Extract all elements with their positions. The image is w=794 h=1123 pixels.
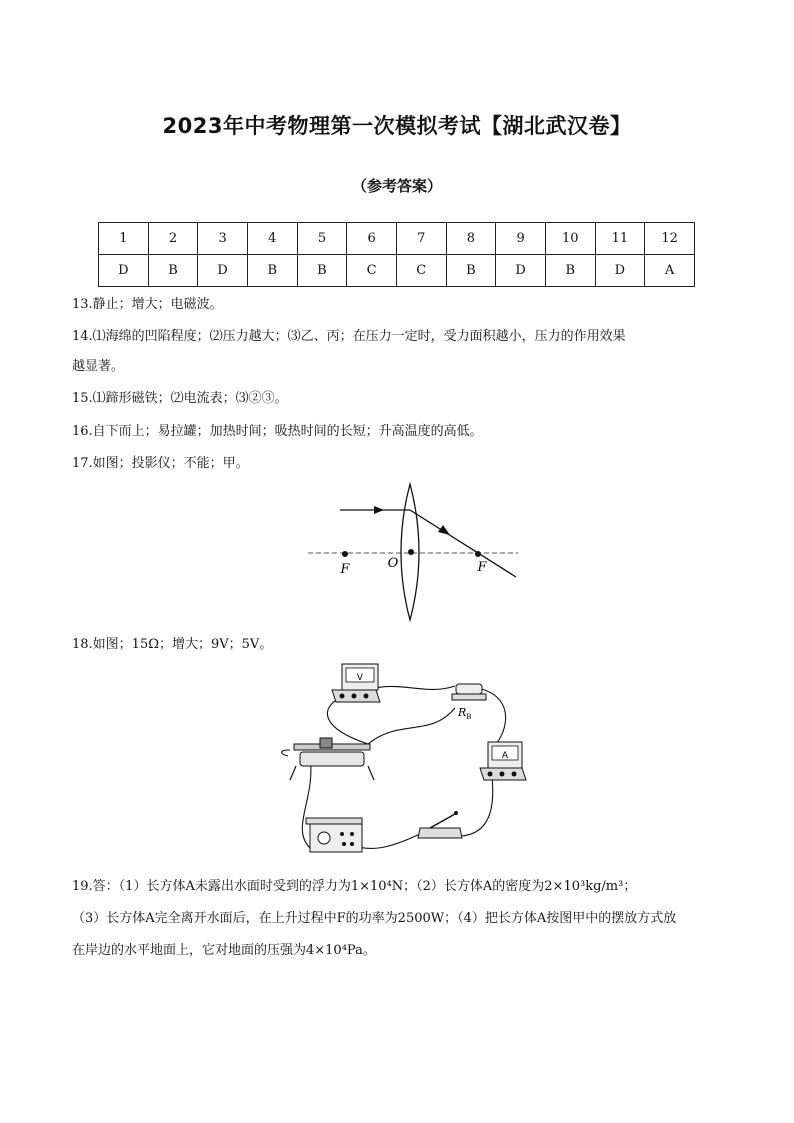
voltmeter <box>332 664 380 702</box>
label-f-right: F <box>477 560 487 575</box>
answer-13: 13.静止；增大；电磁波。 <box>72 297 223 312</box>
table-cell: 10 <box>545 223 595 255</box>
table-row-numbers <box>99 223 695 255</box>
label-o: O <box>387 556 399 571</box>
power-supply <box>306 818 362 852</box>
ammeter-label: A <box>501 751 509 761</box>
circuit-diagram <box>280 658 530 866</box>
table-cell: 6 <box>347 223 397 255</box>
ammeter <box>480 742 526 780</box>
answer-17: 17.如图；投影仪；不能；甲。 <box>72 456 249 471</box>
sliding-rheostat <box>290 738 374 780</box>
answer-19-line2: （3）长方体A完全离开水面后，在上升过程中F的功率为2500W；（4）把长方体A按图甲中的摆放方式放 <box>72 911 677 926</box>
table-cell: D <box>496 255 546 287</box>
page-title: 2023年中考物理第一次模拟考试【湖北武汉卷】 <box>162 114 632 138</box>
table-cell: 3 <box>198 223 248 255</box>
refracted-ray-arrow <box>438 525 450 535</box>
focal-point-left <box>342 551 348 557</box>
table-cell: B <box>297 255 347 287</box>
table-cell: 4 <box>247 223 297 255</box>
wire <box>368 708 455 744</box>
wire <box>282 750 291 756</box>
table-cell: D <box>99 255 149 287</box>
table-cell: 11 <box>595 223 645 255</box>
table-cell: 1 <box>99 223 149 255</box>
table-cell: 7 <box>396 223 446 255</box>
lens-diagram <box>300 478 530 626</box>
voltmeter-label: V <box>356 673 364 683</box>
answer-14-line1: 14.⑴海绵的凹陷程度；⑵压力越大；⑶乙、丙；在压力一定时，受力面积越小，压力的作用效果 <box>72 329 626 344</box>
resistor-label: $R_B$ <box>458 706 472 721</box>
table-cell: 5 <box>297 223 347 255</box>
switch <box>418 811 462 838</box>
table-row-answers <box>99 255 695 287</box>
answer-14-line2: 越显著。 <box>72 359 125 374</box>
answer-19-line1: 19.答：（1）长方体A未露出水面时受到的浮力为1×10⁴N；（2）长方体A的密度为2×10³kg/m³； <box>72 879 637 894</box>
incident-ray-arrow <box>374 506 384 514</box>
table-cell: D <box>595 255 645 287</box>
refracted-ray <box>410 510 516 577</box>
resistor <box>452 684 486 721</box>
wire <box>327 698 368 744</box>
optical-center <box>408 549 414 555</box>
answer-16: 16.自下而上；易拉罐；加热时间；吸热时间的长短；升高温度的高低。 <box>72 424 483 439</box>
table-cell: C <box>347 255 397 287</box>
table-cell: B <box>446 255 496 287</box>
focal-point-right <box>475 551 481 557</box>
table-cell: B <box>148 255 198 287</box>
table-cell: 9 <box>496 223 546 255</box>
table-cell: 12 <box>645 223 695 255</box>
table-cell: B <box>545 255 595 287</box>
label-f-left: F <box>340 562 350 577</box>
answer-18: 18.如图；15Ω；增大；9V；5V。 <box>72 637 273 652</box>
table-cell: 8 <box>446 223 496 255</box>
page-subtitle: （参考答案） <box>351 177 442 195</box>
table-cell: C <box>396 255 446 287</box>
answer-19-line3: 在岸边的水平地面上，它对地面的压强为4×10⁴Pa。 <box>72 943 376 958</box>
answer-15: 15.⑴蹄形磁铁；⑵电流表；⑶②③。 <box>72 391 288 406</box>
answer-table <box>98 222 695 287</box>
table-cell: 2 <box>148 223 198 255</box>
table-cell: D <box>198 255 248 287</box>
wire <box>462 776 493 836</box>
table-cell: B <box>247 255 297 287</box>
table-cell: A <box>645 255 695 287</box>
